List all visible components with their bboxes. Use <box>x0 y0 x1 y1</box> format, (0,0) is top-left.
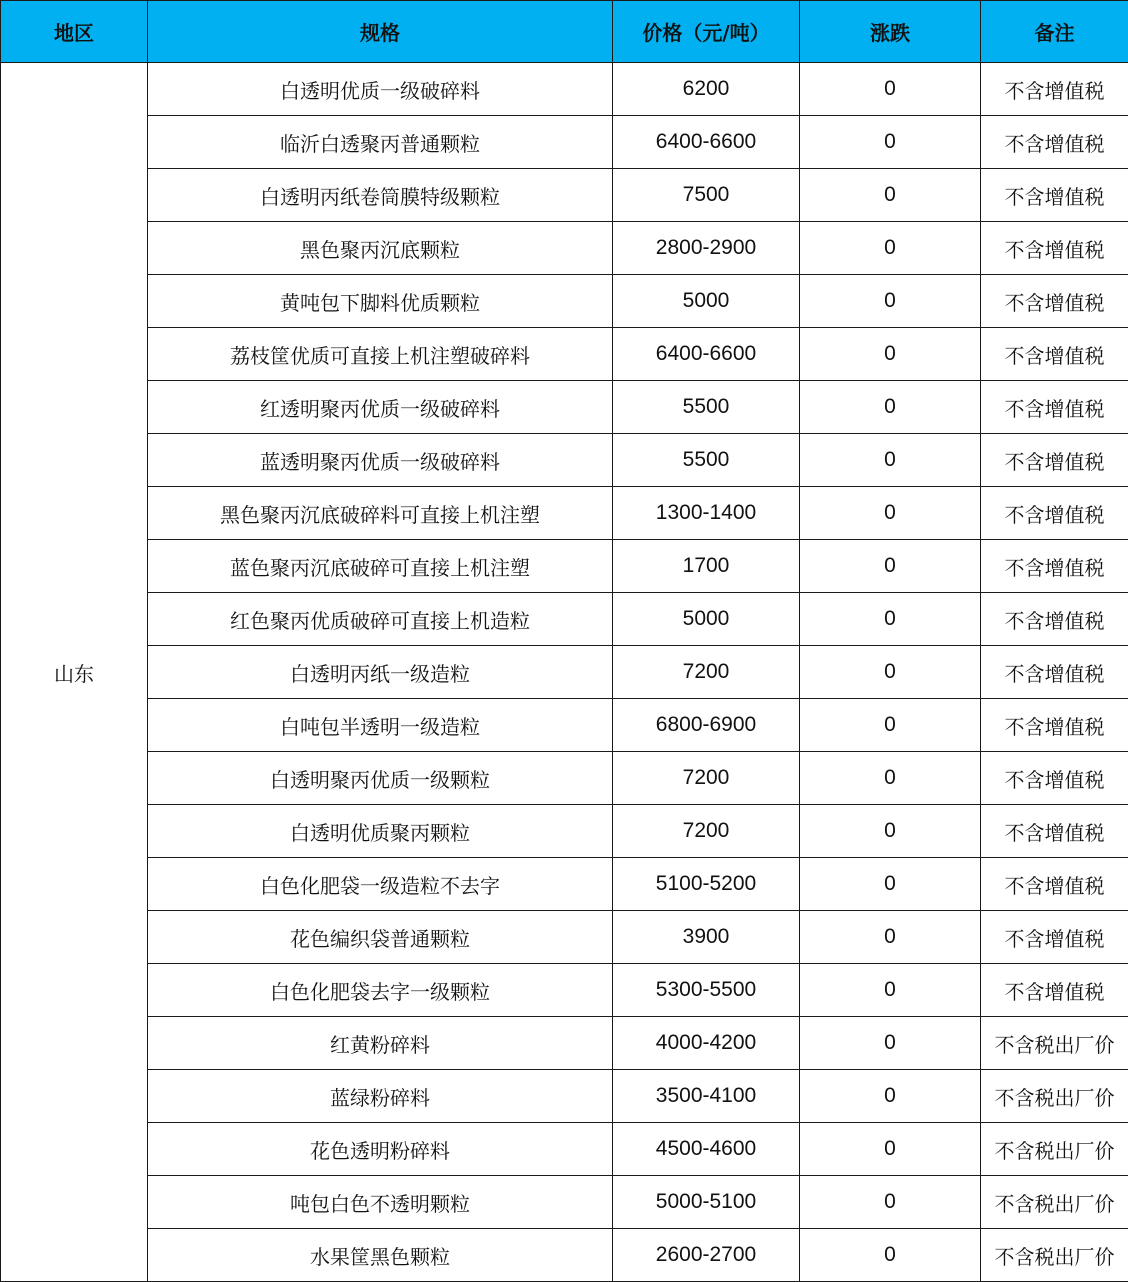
table-row <box>1 540 1128 593</box>
price-cell: 1300-1400 <box>613 487 800 540</box>
spec-cell: 红色聚丙优质破碎可直接上机造粒 <box>148 593 613 646</box>
table-row <box>1 1229 1128 1282</box>
price-cell: 7500 <box>613 169 800 222</box>
price-cell: 6800-6900 <box>613 699 800 752</box>
change-cell: 0 <box>800 381 981 434</box>
change-cell: 0 <box>800 1070 981 1123</box>
change-cell: 0 <box>800 222 981 275</box>
change-cell: 0 <box>800 434 981 487</box>
header-spec: 规格 <box>148 1 613 63</box>
spec-cell: 黄吨包下脚料优质颗粒 <box>148 275 613 328</box>
note-cell: 不含增值税 <box>981 275 1128 328</box>
spec-cell: 吨包白色不透明颗粒 <box>148 1176 613 1229</box>
table-row <box>1 805 1128 858</box>
table-row <box>1 752 1128 805</box>
price-cell: 1700 <box>613 540 800 593</box>
spec-cell: 荔枝筐优质可直接上机注塑破碎料 <box>148 328 613 381</box>
note-cell: 不含增值税 <box>981 858 1128 911</box>
table-row <box>1 169 1128 222</box>
change-cell: 0 <box>800 911 981 964</box>
table-row <box>1 964 1128 1017</box>
table-row <box>1 434 1128 487</box>
note-cell: 不含增值税 <box>981 169 1128 222</box>
price-cell: 7200 <box>613 646 800 699</box>
header-price: 价格（元/吨） <box>613 1 800 63</box>
table-row <box>1 328 1128 381</box>
price-cell: 5100-5200 <box>613 858 800 911</box>
table-row <box>1 116 1128 169</box>
change-cell: 0 <box>800 169 981 222</box>
change-cell: 0 <box>800 116 981 169</box>
table-row <box>1 63 1128 116</box>
spec-cell: 临沂白透聚丙普通颗粒 <box>148 116 613 169</box>
price-cell: 4000-4200 <box>613 1017 800 1070</box>
note-cell: 不含税出厂价 <box>981 1229 1128 1282</box>
note-cell: 不含税出厂价 <box>981 1017 1128 1070</box>
change-cell: 0 <box>800 1017 981 1070</box>
price-cell: 3900 <box>613 911 800 964</box>
spec-cell: 白透明聚丙优质一级颗粒 <box>148 752 613 805</box>
note-cell: 不含增值税 <box>981 381 1128 434</box>
price-cell: 2800-2900 <box>613 222 800 275</box>
change-cell: 0 <box>800 646 981 699</box>
note-cell: 不含增值税 <box>981 593 1128 646</box>
spec-cell: 红黄粉碎料 <box>148 1017 613 1070</box>
spec-cell: 白色化肥袋去字一级颗粒 <box>148 964 613 1017</box>
table-row <box>1 1070 1128 1123</box>
spec-cell: 蓝透明聚丙优质一级破碎料 <box>148 434 613 487</box>
note-cell: 不含增值税 <box>981 540 1128 593</box>
change-cell: 0 <box>800 487 981 540</box>
price-cell: 5000 <box>613 275 800 328</box>
note-cell: 不含增值税 <box>981 116 1128 169</box>
change-cell: 0 <box>800 1176 981 1229</box>
header-note: 备注 <box>981 1 1128 63</box>
price-cell: 5000 <box>613 593 800 646</box>
table-row <box>1 1123 1128 1176</box>
note-cell: 不含税出厂价 <box>981 1070 1128 1123</box>
table-row <box>1 593 1128 646</box>
change-cell: 0 <box>800 752 981 805</box>
price-cell: 5500 <box>613 381 800 434</box>
spec-cell: 黑色聚丙沉底颗粒 <box>148 222 613 275</box>
table-row <box>1 1176 1128 1229</box>
note-cell: 不含增值税 <box>981 646 1128 699</box>
table-row <box>1 646 1128 699</box>
change-cell: 0 <box>800 328 981 381</box>
note-cell: 不含增值税 <box>981 63 1128 116</box>
table-row <box>1 1017 1128 1070</box>
price-cell: 6200 <box>613 63 800 116</box>
note-cell: 不含增值税 <box>981 699 1128 752</box>
spec-cell: 蓝绿粉碎料 <box>148 1070 613 1123</box>
note-cell: 不含税出厂价 <box>981 1123 1128 1176</box>
change-cell: 0 <box>800 858 981 911</box>
change-cell: 0 <box>800 593 981 646</box>
spec-cell: 蓝色聚丙沉底破碎可直接上机注塑 <box>148 540 613 593</box>
note-cell: 不含增值税 <box>981 434 1128 487</box>
change-cell: 0 <box>800 275 981 328</box>
price-cell: 7200 <box>613 752 800 805</box>
spec-cell: 白透明优质一级破碎料 <box>148 63 613 116</box>
spec-cell: 红透明聚丙优质一级破碎料 <box>148 381 613 434</box>
spec-cell: 白透明丙纸卷筒膜特级颗粒 <box>148 169 613 222</box>
table-body <box>1 63 1128 1282</box>
change-cell: 0 <box>800 805 981 858</box>
change-cell: 0 <box>800 699 981 752</box>
spec-cell: 白吨包半透明一级造粒 <box>148 699 613 752</box>
spec-cell: 白透明丙纸一级造粒 <box>148 646 613 699</box>
change-cell: 0 <box>800 964 981 1017</box>
change-cell: 0 <box>800 540 981 593</box>
table-row <box>1 381 1128 434</box>
price-cell: 2600-2700 <box>613 1229 800 1282</box>
price-cell: 6400-6600 <box>613 328 800 381</box>
header-row <box>1 1 1128 63</box>
note-cell: 不含增值税 <box>981 805 1128 858</box>
price-cell: 7200 <box>613 805 800 858</box>
spec-cell: 白透明优质聚丙颗粒 <box>148 805 613 858</box>
price-cell: 5000-5100 <box>613 1176 800 1229</box>
table-row <box>1 275 1128 328</box>
table-row <box>1 911 1128 964</box>
spec-cell: 花色透明粉碎料 <box>148 1123 613 1176</box>
note-cell: 不含增值税 <box>981 222 1128 275</box>
table-row <box>1 858 1128 911</box>
price-cell: 5500 <box>613 434 800 487</box>
price-cell: 6400-6600 <box>613 116 800 169</box>
change-cell: 0 <box>800 1123 981 1176</box>
note-cell: 不含增值税 <box>981 487 1128 540</box>
table-row <box>1 487 1128 540</box>
note-cell: 不含增值税 <box>981 328 1128 381</box>
table-row <box>1 699 1128 752</box>
price-cell: 3500-4100 <box>613 1070 800 1123</box>
header-change: 涨跌 <box>800 1 981 63</box>
spec-cell: 水果筐黑色颗粒 <box>148 1229 613 1282</box>
change-cell: 0 <box>800 1229 981 1282</box>
header-region: 地区 <box>1 1 148 63</box>
note-cell: 不含增值税 <box>981 911 1128 964</box>
spec-cell: 黑色聚丙沉底破碎料可直接上机注塑 <box>148 487 613 540</box>
spec-cell: 花色编织袋普通颗粒 <box>148 911 613 964</box>
price-cell: 5300-5500 <box>613 964 800 1017</box>
change-cell: 0 <box>800 63 981 116</box>
spec-cell: 白色化肥袋一级造粒不去字 <box>148 858 613 911</box>
note-cell: 不含税出厂价 <box>981 1176 1128 1229</box>
price-cell: 4500-4600 <box>613 1123 800 1176</box>
note-cell: 不含增值税 <box>981 964 1128 1017</box>
region-cell: 山东 <box>1 63 148 1282</box>
note-cell: 不含增值税 <box>981 752 1128 805</box>
table-row <box>1 222 1128 275</box>
